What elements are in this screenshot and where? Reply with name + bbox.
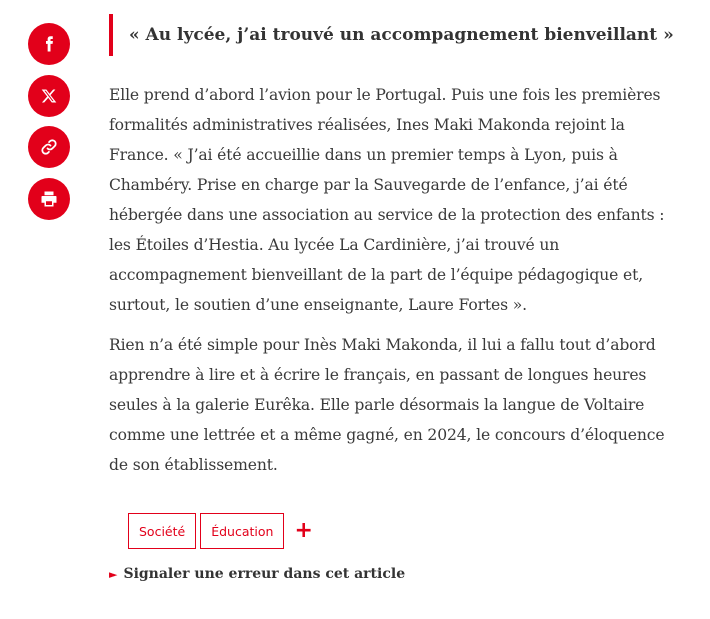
tag-societe[interactable]: Société bbox=[128, 513, 196, 549]
tag-education[interactable]: Éducation bbox=[200, 513, 284, 549]
article-paragraph: Elle prend d’abord l’avion pour le Portugal. Puis une fois les premières formalités administratives réalisées, Ines Maki Makonda rejoint la France. « J’ai été accueillie dans un premier temps à Lyon, puis à Chambéry. Prise en charge par la Sauvegarde de l’enfance, j’ai été hébergée dans une association au service de la protection des enfants : les Étoiles d’Hestia. Au lycée La Cardinière, j’ai trouvé un accompagnement bienveillant de la part de l’équipe pédagogique et, surtout, le soutien d’une enseignante, Laure Fortes ». bbox=[109, 86, 665, 314]
article-paragraph: Rien n’a été simple pour Inès Maki Makonda, il lui a fallu tout d’abord apprendre à lire et à écrire le français, en passant de longues heures seules à la galerie Eurêka. Elle parle désormais la langue de Voltaire comme une lettrée et a même gagné, en 2024, le concours d’éloquence de son établissement. bbox=[109, 336, 665, 474]
print-icon bbox=[40, 190, 58, 208]
pull-quote-text: « Au lycée, j’ai trouvé un accompagnement bienveillant » bbox=[129, 25, 674, 45]
share-x-button[interactable] bbox=[28, 75, 70, 117]
pull-quote bbox=[109, 14, 689, 56]
report-error-link[interactable] bbox=[109, 566, 405, 582]
x-icon bbox=[41, 88, 57, 104]
triangle-right-icon: ► bbox=[109, 567, 118, 581]
tag-list bbox=[128, 513, 313, 549]
share-bar bbox=[28, 23, 70, 229]
article-body bbox=[109, 80, 669, 490]
share-link-button[interactable] bbox=[28, 126, 70, 168]
report-error-label: Signaler une erreur dans cet article bbox=[123, 566, 406, 582]
share-print-button[interactable] bbox=[28, 178, 70, 220]
link-icon bbox=[40, 138, 58, 156]
facebook-icon bbox=[40, 35, 58, 53]
more-tags-button[interactable]: + bbox=[294, 518, 313, 543]
share-facebook-button[interactable] bbox=[28, 23, 70, 65]
